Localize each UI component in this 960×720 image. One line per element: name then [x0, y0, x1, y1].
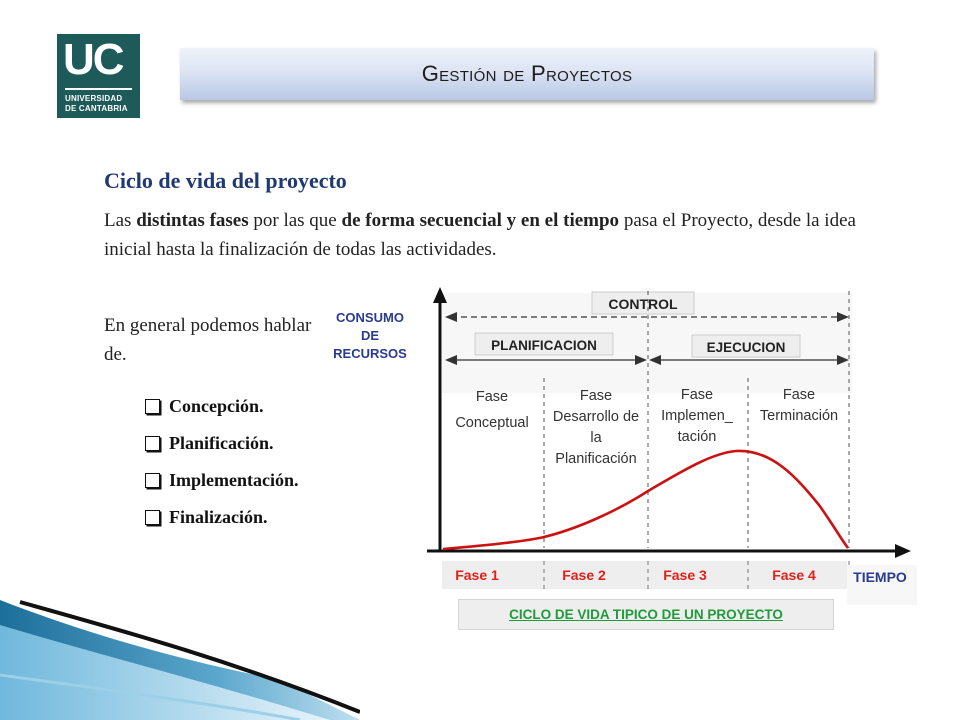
phase-3-label: Fase 3 [663, 567, 707, 583]
desc-text-3: pasa el Proyecto, desde la idea inicial hasta la finalización de todas las actividades. [104, 210, 856, 260]
phase-label: Planificación. [169, 433, 274, 453]
desc-text-2: por las que [248, 210, 342, 231]
university-logo [57, 34, 140, 118]
decorative-swoosh [0, 580, 360, 720]
col4-line2: Terminación [759, 408, 839, 424]
title-banner [180, 48, 874, 100]
diagram-caption-box [458, 599, 834, 630]
y-label-line-1: CONSUMO [336, 310, 404, 325]
list-item [145, 430, 299, 467]
col3-line3: tación [677, 429, 717, 445]
general-intro: En general podemos hablar de. [104, 315, 312, 365]
desc-text-1: Las [104, 210, 137, 231]
y-label-line-3: RECURSOS [333, 346, 407, 361]
logo-line-1: UNIVERSIDAD [65, 94, 123, 103]
diagram-caption: CICLO DE VIDA TIPICO DE UN PROYECTO [509, 607, 783, 622]
desc-bold-1: distintas fases [136, 210, 249, 231]
checkbox-bullet-icon [145, 399, 160, 414]
y-label-line-2: DE [360, 328, 380, 343]
life-cycle-diagram [327, 283, 917, 635]
page-title: Gestión de Proyectos [421, 61, 633, 86]
phase-4-label: Fase 4 [772, 567, 816, 583]
list-item [145, 467, 299, 504]
checkbox-bullet-icon [145, 436, 160, 451]
section-title: Ciclo de vida del proyecto [104, 168, 347, 193]
logo-mark: UC [63, 35, 123, 84]
col2-line4: Planificación [555, 451, 637, 467]
phase-2-label: Fase 2 [562, 567, 606, 583]
phase-label: Finalización. [169, 507, 268, 527]
desc-bold-2: de forma secuencial y en el tiempo [341, 210, 620, 231]
checkbox-bullet-icon [145, 510, 160, 525]
col1-line2: Conceptual [455, 415, 529, 431]
section-description [104, 206, 864, 264]
x-axis-label: TIEMPO [853, 569, 907, 585]
list-item [145, 504, 299, 541]
col1-line1: Fase [475, 389, 509, 405]
logo-line-2: DE CANTABRIA [65, 104, 128, 113]
col3-line1: Fase [680, 387, 714, 403]
checkbox-bullet-icon [145, 473, 160, 488]
phase-list [145, 393, 299, 541]
phase-label: Concepción. [169, 396, 264, 416]
col2-line3: la [590, 430, 602, 446]
ejecucion-label: EJECUCION [706, 340, 786, 355]
phase-label: Implementación. [169, 470, 299, 490]
planificacion-label: PLANIFICACION [491, 338, 597, 353]
resource-curve [443, 451, 848, 549]
col2-line2: Desarrollo de [552, 409, 640, 425]
control-label: CONTROL [608, 296, 678, 312]
col2-line1: Fase [579, 388, 613, 404]
col4-line1: Fase [782, 387, 816, 403]
x-axis-arrow-icon [895, 544, 911, 558]
logo-divider [65, 88, 132, 90]
list-item [145, 393, 299, 430]
col3-line2: Implemen_ [661, 408, 733, 424]
phase-1-label: Fase 1 [455, 567, 499, 583]
